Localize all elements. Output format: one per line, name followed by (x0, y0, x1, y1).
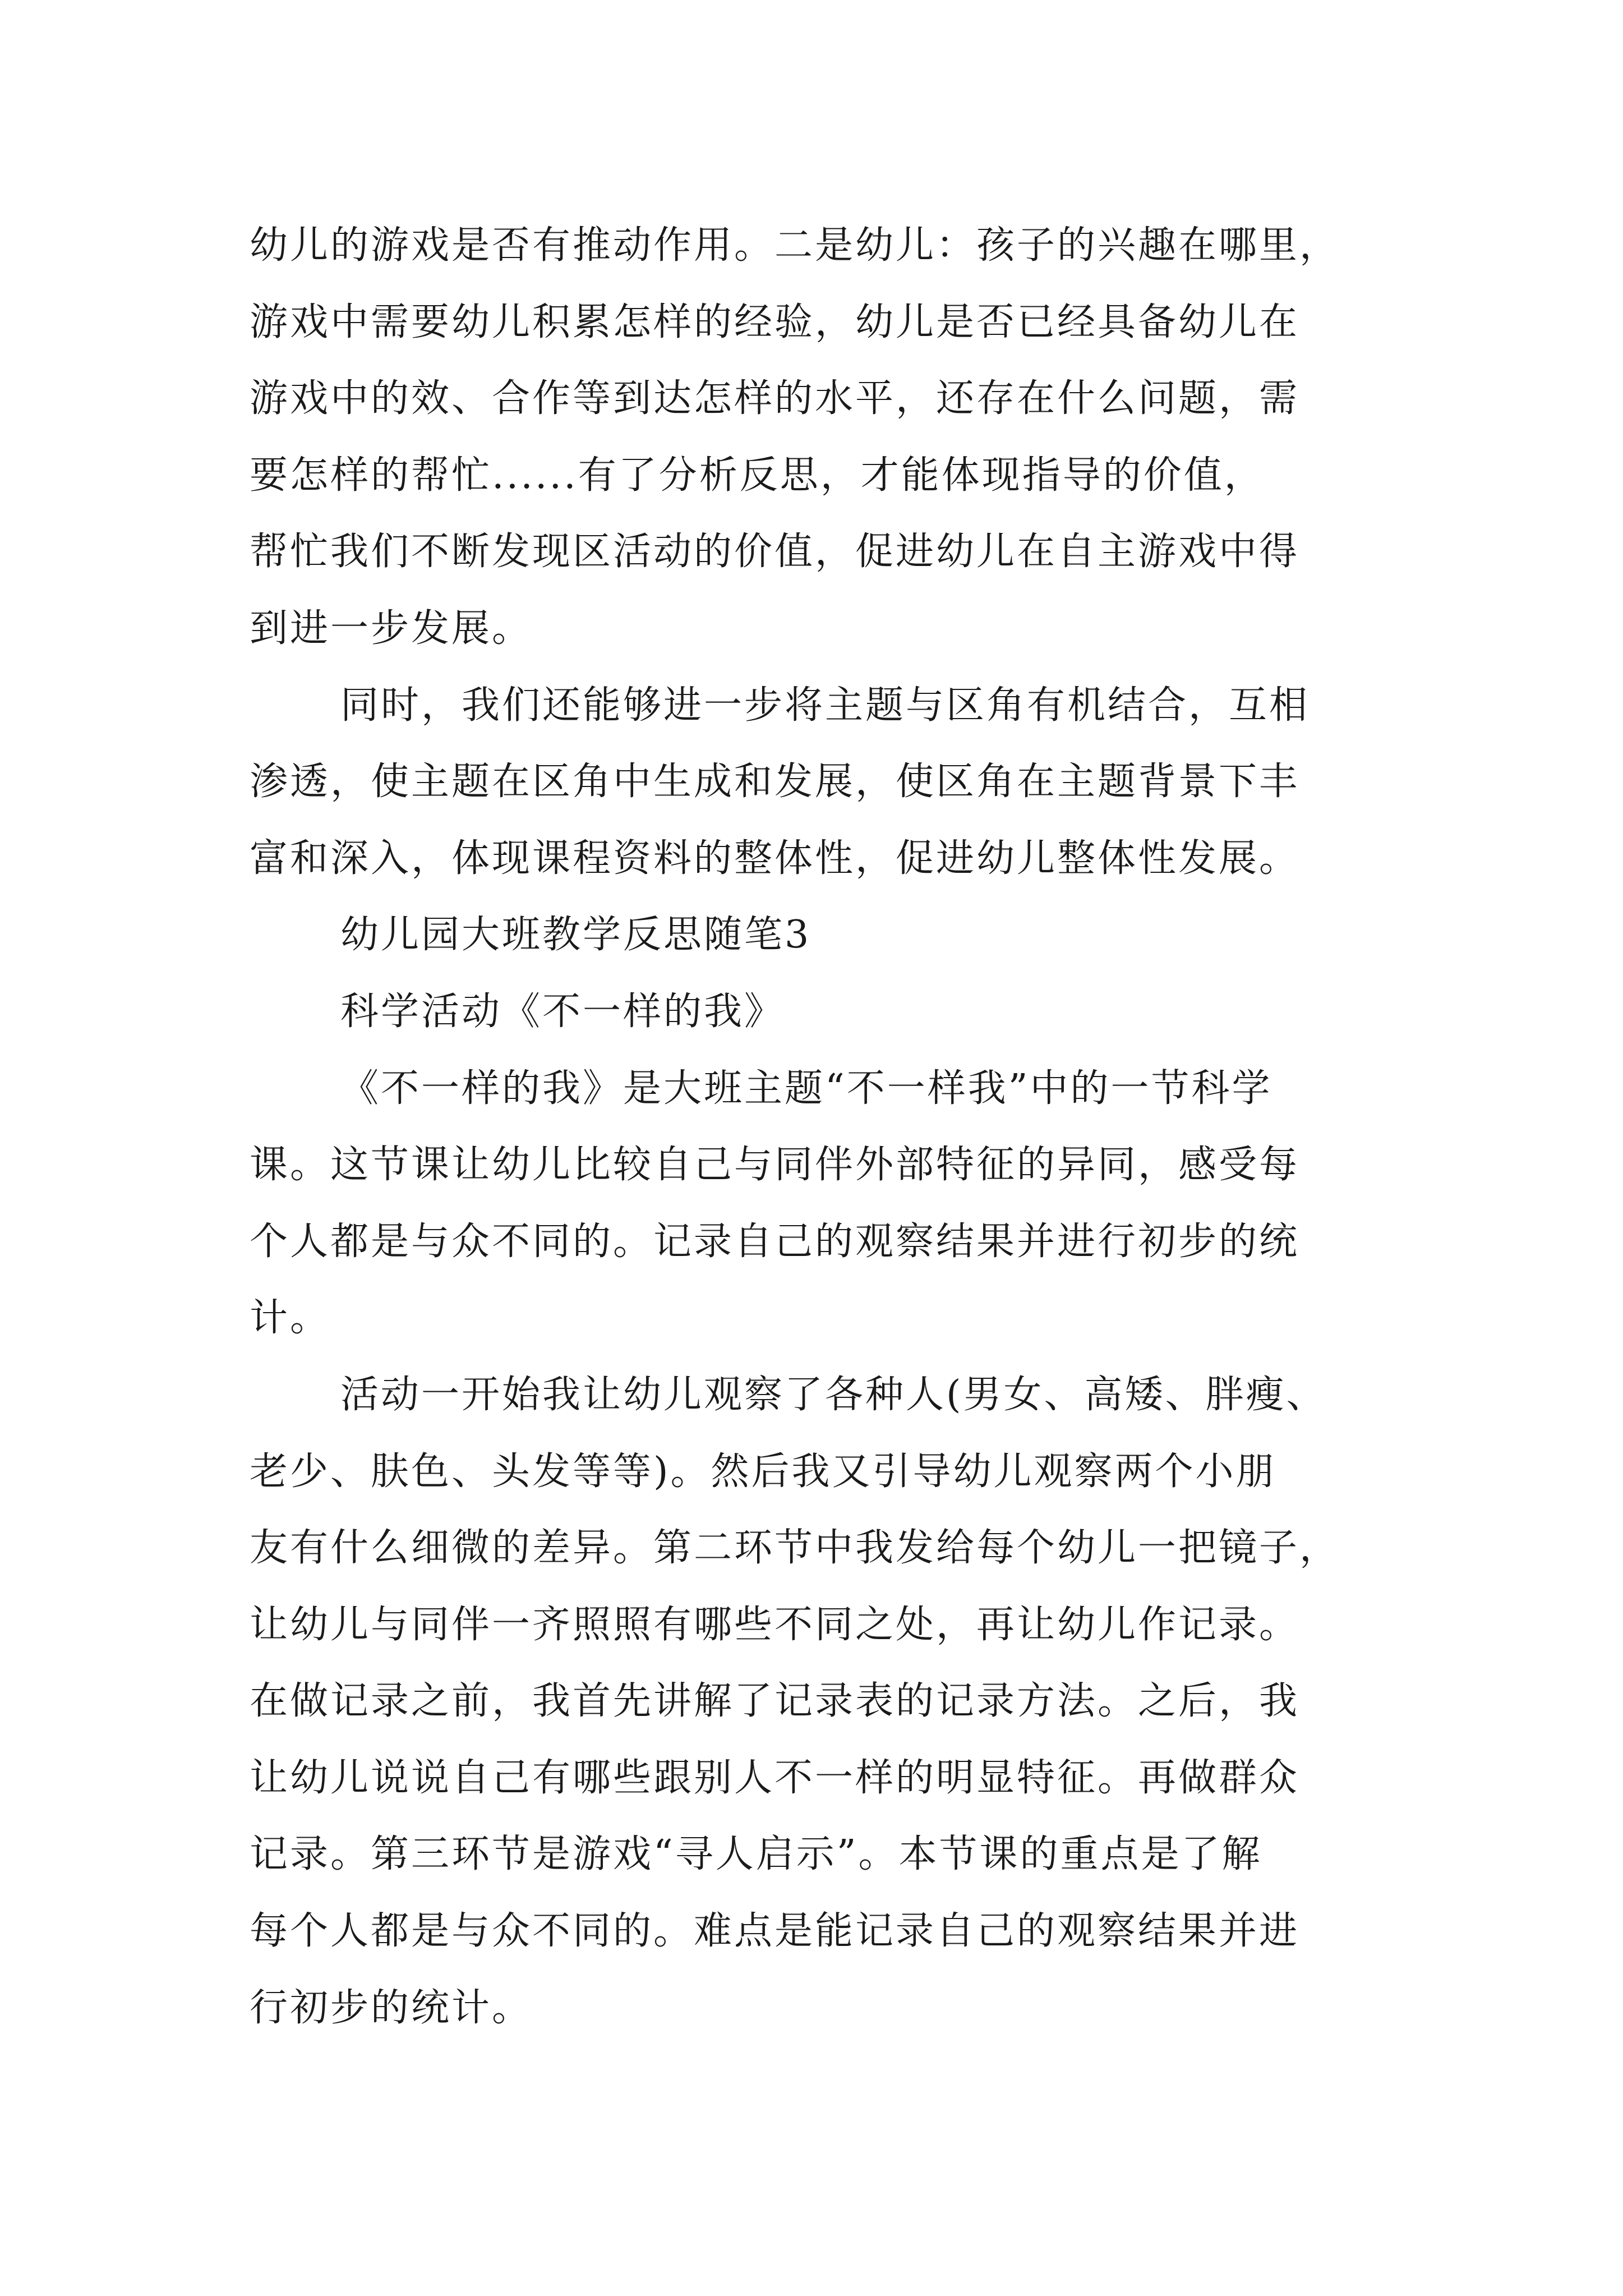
text-line: 课。这节课让幼儿比较自己与同伴外部特征的异同，感受每 (250, 1143, 1300, 1188)
section-title (250, 897, 1394, 974)
text-line: 富和深入，体现课程资料的整体性，促进幼儿整体性发展。 (250, 836, 1300, 881)
text-line: 渗透，使主题在区角中生成和发展，使区角在主题背景下丰 (250, 760, 1300, 804)
text-line: 《不一样的我》是大班主题“不一样我”中的一节科学 (340, 1066, 1272, 1111)
text-line: 行初步的统计。 (250, 1985, 533, 2030)
text-line: 要怎样的帮忙......有了分析反思，才能体现指导的价值， (250, 453, 1265, 498)
text-line: 活动一开始我让幼儿观察了各种人(男女、高矮、胖瘦、 (340, 1372, 1327, 1417)
text-line: 科学活动《不一样的我》 (340, 989, 785, 1034)
activity-title (250, 974, 1394, 1051)
text-line: 在做记录之前，我首先讲解了记录表的记录方法。之后，我 (250, 1679, 1300, 1724)
paragraph-6 (250, 1357, 1394, 2046)
document-body (250, 208, 1394, 2046)
text-line: 记录。第三环节是游戏“寻人启示”。本节课的重点是了解 (250, 1832, 1262, 1877)
text-line: 个人都是与众不同的。记录自己的观察结果并进行初步的统 (250, 1219, 1300, 1264)
text-line: 老少、肤色、头发等等)。然后我又引导幼儿观察两个小朋 (250, 1449, 1276, 1494)
text-line: 每个人都是与众不同的。难点是能记录自己的观察结果并进 (250, 1909, 1300, 1954)
text-line: 幼儿园大班教学反思随笔3 (340, 913, 811, 958)
text-line: 帮忙我们不断发现区活动的价值，促进幼儿在自主游戏中得 (250, 530, 1300, 574)
text-line: 让幼儿与同伴一齐照照有哪些不同之处，再让幼儿作记录。 (250, 1602, 1300, 1647)
text-line: 幼儿的游戏是否有推动作用。二是幼儿：孩子的兴趣在哪里， (250, 223, 1340, 268)
text-line: 同时，我们还能够进一步将主题与区角有机结合，互相 (340, 683, 1310, 728)
text-line: 到进一步发展。 (250, 606, 533, 651)
text-line: 友有什么细微的差异。第二环节中我发给每个幼儿一把镜子， (250, 1526, 1340, 1571)
text-line: 让幼儿说说自己有哪些跟别人不一样的明显特征。再做群众 (250, 1755, 1300, 1800)
text-line: 游戏中需要幼儿积累怎样的经验，幼儿是否已经具备幼儿在 (250, 300, 1300, 344)
text-line: 游戏中的效、合作等到达怎样的水平，还存在什么问题，需 (250, 376, 1300, 421)
paragraph-1 (250, 208, 1394, 668)
paragraph-5 (250, 1051, 1394, 1357)
text-line: 计。 (250, 1296, 331, 1341)
paragraph-2 (250, 668, 1394, 898)
